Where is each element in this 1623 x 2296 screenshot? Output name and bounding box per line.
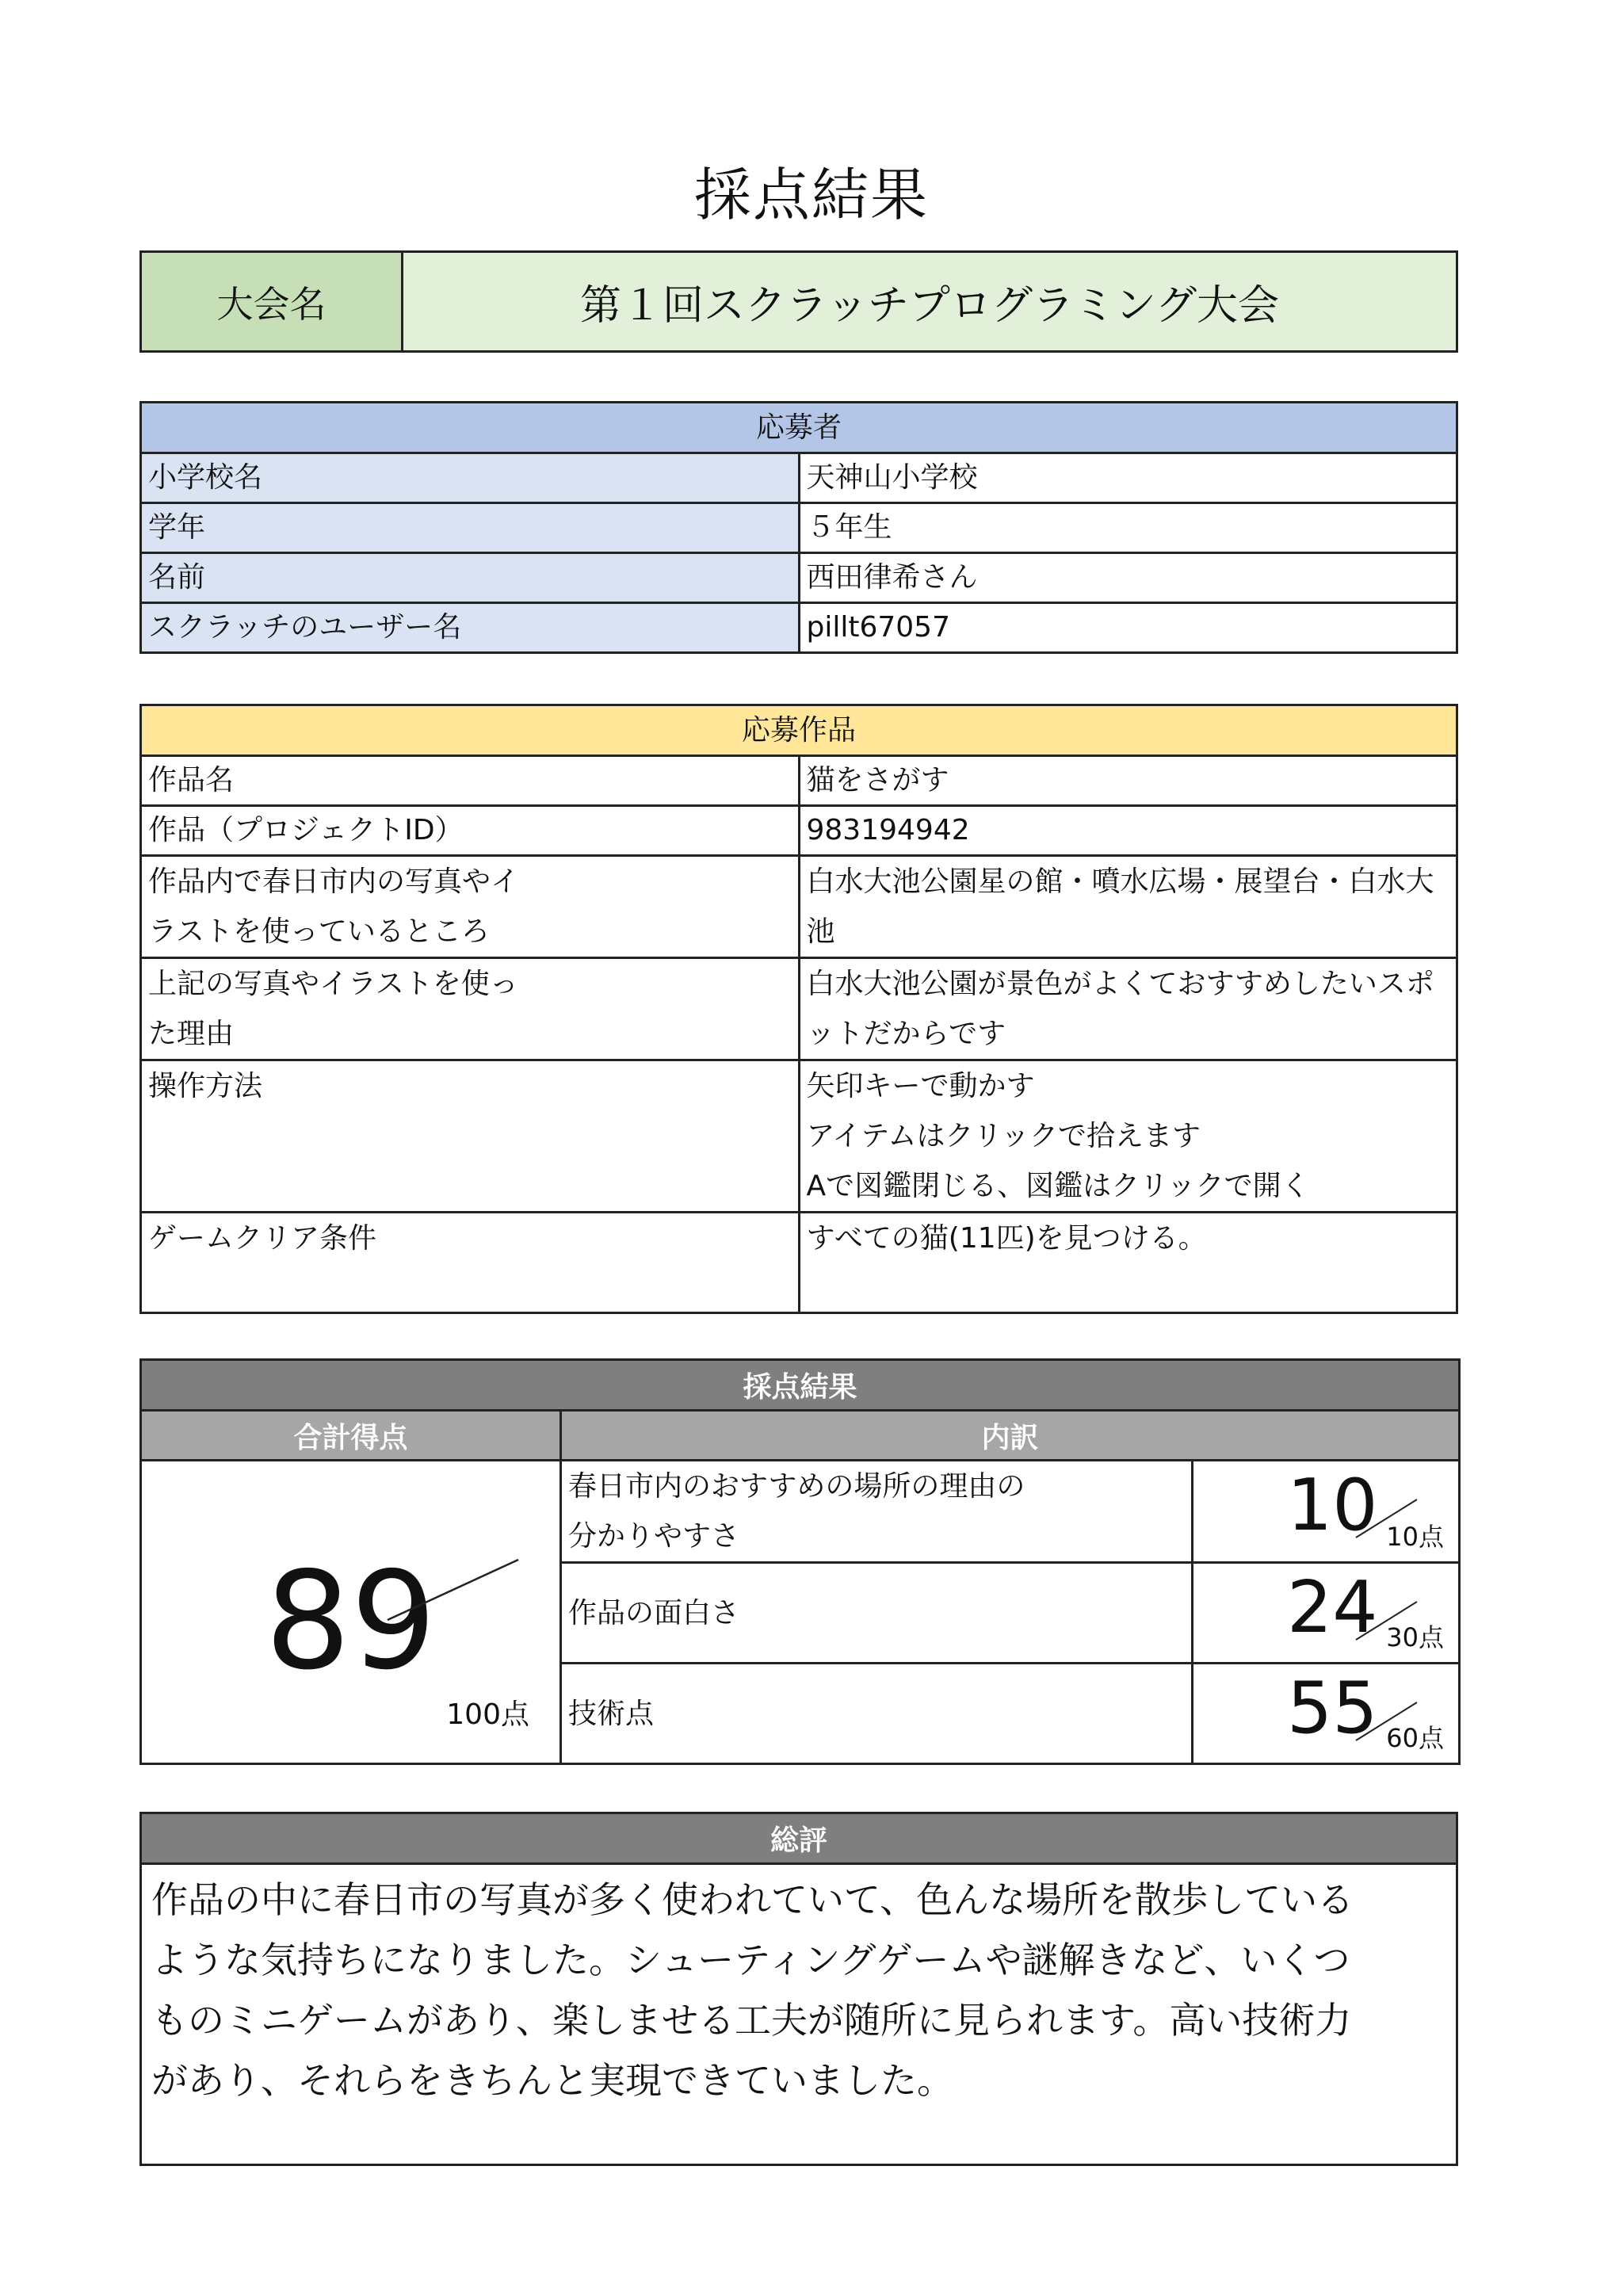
contest-name: 第１回スクラッチプログラミング大会 [403, 252, 1457, 352]
criterion-3-score: 55 [1287, 1667, 1378, 1750]
photos-label: 作品内で春日市内の写真やイ ラストを使っているところ [141, 856, 800, 958]
project-id-value: 983194942 [799, 806, 1457, 856]
username-value: pillt67057 [799, 603, 1457, 653]
project-id-label: 作品（プロジェクトID） [141, 806, 800, 856]
scoring-heading: 採点結果 [141, 1360, 1460, 1411]
criterion-2-max: 30点 [1386, 1622, 1445, 1652]
school-value: 天神山小学校 [799, 453, 1457, 503]
controls-label: 操作方法 [141, 1060, 800, 1213]
criterion-2-label: 作品の面白さ [561, 1563, 1193, 1664]
username-label: スクラッチのユーザー名 [141, 603, 800, 653]
reason-label: 上記の写真やイラストを使っ た理由 [141, 958, 800, 1060]
criterion-1-label: 春日市内のおすすめの場所の理由の 分かりやすさ [561, 1461, 1193, 1563]
grade-label: 学年 [141, 503, 800, 553]
applicant-table [139, 401, 1458, 654]
scoring-table [139, 1358, 1461, 1765]
criterion-3-score-cell [1193, 1664, 1460, 1764]
overall-table [139, 1812, 1458, 2166]
name-label: 名前 [141, 553, 800, 603]
photos-value: 白水大池公園星の館・噴水広場・展望台・白水大池 [799, 856, 1457, 958]
applicant-heading: 応募者 [141, 403, 1457, 453]
reason-value: 白水大池公園が景色がよくておすすめしたいスポットだからです [799, 958, 1457, 1060]
work-title-value: 猫をさがす [799, 756, 1457, 806]
clear-value: すべての猫(11匹)を見つける。 [799, 1213, 1457, 1313]
criterion-2-score: 24 [1287, 1566, 1378, 1649]
contest-table [139, 250, 1458, 353]
criterion-1-score: 10 [1287, 1464, 1378, 1547]
total-heading: 合計得点 [141, 1411, 561, 1461]
criterion-3-label: 技術点 [561, 1664, 1193, 1764]
controls-value: 矢印キーで動かす アイテムはクリックで拾えます Aで図鑑閉じる、図鑑はクリックで開く [799, 1060, 1457, 1213]
clear-label: ゲームクリア条件 [141, 1213, 800, 1313]
overall-heading: 総評 [141, 1813, 1457, 1864]
criterion-1-max: 10点 [1386, 1522, 1445, 1552]
total-score-cell [141, 1461, 561, 1764]
total-score: 89 [265, 1543, 437, 1700]
contest-label: 大会名 [141, 252, 403, 352]
page-title: 採点結果 [693, 162, 929, 228]
school-label: 小学校名 [141, 453, 800, 503]
name-value: 西田律希さん [799, 553, 1457, 603]
total-max: 100点 [446, 1698, 529, 1731]
work-title-label: 作品名 [141, 756, 800, 806]
work-heading: 応募作品 [141, 705, 1457, 756]
criterion-2-score-cell [1193, 1563, 1460, 1664]
criterion-1-score-cell [1193, 1461, 1460, 1563]
criterion-3-max: 60点 [1386, 1723, 1445, 1753]
breakdown-heading: 内訳 [561, 1411, 1460, 1461]
overall-comment: 作品の中に春日市の写真が多く使われていて、色んな場所を散歩している ような気持ちになりました。シューティングゲームや謎解きなど、いくつ ものミニゲームがあり、楽しませる工夫が随所に見られます。高い技術力 があり、それらをきちんと実現できていました。 [141, 1864, 1457, 2165]
grade-value: ５年生 [799, 503, 1457, 553]
work-table [139, 704, 1458, 1314]
